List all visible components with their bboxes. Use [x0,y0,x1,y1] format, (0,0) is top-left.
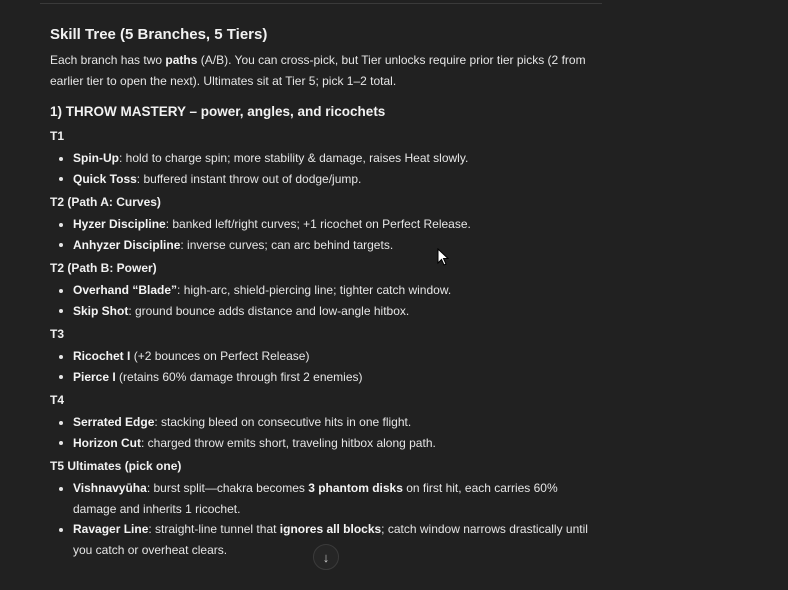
text: (A/B). You can cross-pick, but Tier unlocks require prior tier picks (2 from earlier tier to open the next). Ultimates sit at Tier 5; pick 1–2 total. [50,53,586,88]
skill-item [73,478,598,519]
bold-text: Hyzer Discipline [73,217,166,231]
skill-list [50,346,598,387]
text: ; catch window narrows drastically until you catch or overheat clears. [73,522,588,557]
skill-item [73,346,598,367]
bold-text: Pierce I [73,369,116,384]
bold-text: Serrated Edge [73,415,155,429]
skill-list [50,148,598,189]
text: : hold to charge spin; more stability & damage, raises Heat slowly. [119,151,469,165]
skill-item [73,301,598,322]
text: : stacking bleed on consecutive hits in one flight. [154,415,412,429]
text: on first hit, each carries 60% damage and inherits 1 ricochet. [73,481,558,516]
intro-paragraph [50,50,598,91]
bold-text: Overhand “Blade” [73,283,178,297]
text: : buffered instant throw out of dodge/jump. [136,171,362,186]
chat-message-content [50,24,598,560]
bold-text: Ricochet I [73,349,131,363]
text: : high-arc, shield-piercing line; tighter catch window. [177,283,452,297]
text: (retains 60% damage through first 2 enemies) [115,369,363,384]
tier-heading: T5 Ultimates (pick one) [50,459,182,473]
skill-item [73,235,598,256]
text: : charged throw emits short, traveling hitbox along path. [141,435,436,450]
skill-list [50,412,598,453]
tier-heading: T2 (Path A: Curves) [50,195,161,209]
text: : burst split—chakra becomes [146,481,309,495]
tier-list [50,126,598,560]
tier-heading: T2 (Path B: Power) [50,261,157,275]
bold-text: Horizon Cut [73,435,141,450]
tier-heading: T1 [50,129,65,143]
bold-text: 3 phantom disks [308,481,403,495]
text: : inverse curves; can arc behind targets. [180,237,394,252]
skill-item [73,214,598,235]
text: : banked left/right curves; +1 ricochet on Perfect Release. [165,217,471,231]
skill-item [73,169,598,190]
bold-text: Spin-Up [73,151,119,165]
text: (+2 bounces on Perfect Release) [130,349,310,363]
divider [40,3,602,4]
bold-text: Skip Shot [73,303,129,318]
skill-item [73,412,598,433]
text: Each branch has two [50,53,166,67]
page-title: Skill Tree (5 Branches, 5 Tiers) [50,26,268,43]
tier-heading: T4 [50,393,65,407]
skill-item [73,148,598,169]
section-heading: 1) THROW MASTERY – power, angles, and ricochets [50,104,386,119]
bold-text: Anhyzer Discipline [73,237,181,252]
skill-item [73,280,598,301]
bold-text: Ravager Line [73,522,149,536]
text: : straight-line tunnel that [148,522,280,536]
skill-list [50,280,598,321]
skill-list [50,214,598,255]
bold-text: paths [165,53,198,67]
arrow-down-icon: ↓ [322,549,330,565]
tier-heading: T3 [50,327,65,341]
bold-text: Vishnavyūha [73,481,147,495]
bold-text: Quick Toss [73,171,137,186]
skill-item [73,433,598,454]
bold-text: ignores all blocks [279,522,382,536]
scroll-down-button[interactable] [313,544,339,570]
skill-item [73,367,598,388]
mouse-cursor-icon [437,248,449,271]
text: : ground bounce adds distance and low-angle hitbox. [128,303,410,318]
